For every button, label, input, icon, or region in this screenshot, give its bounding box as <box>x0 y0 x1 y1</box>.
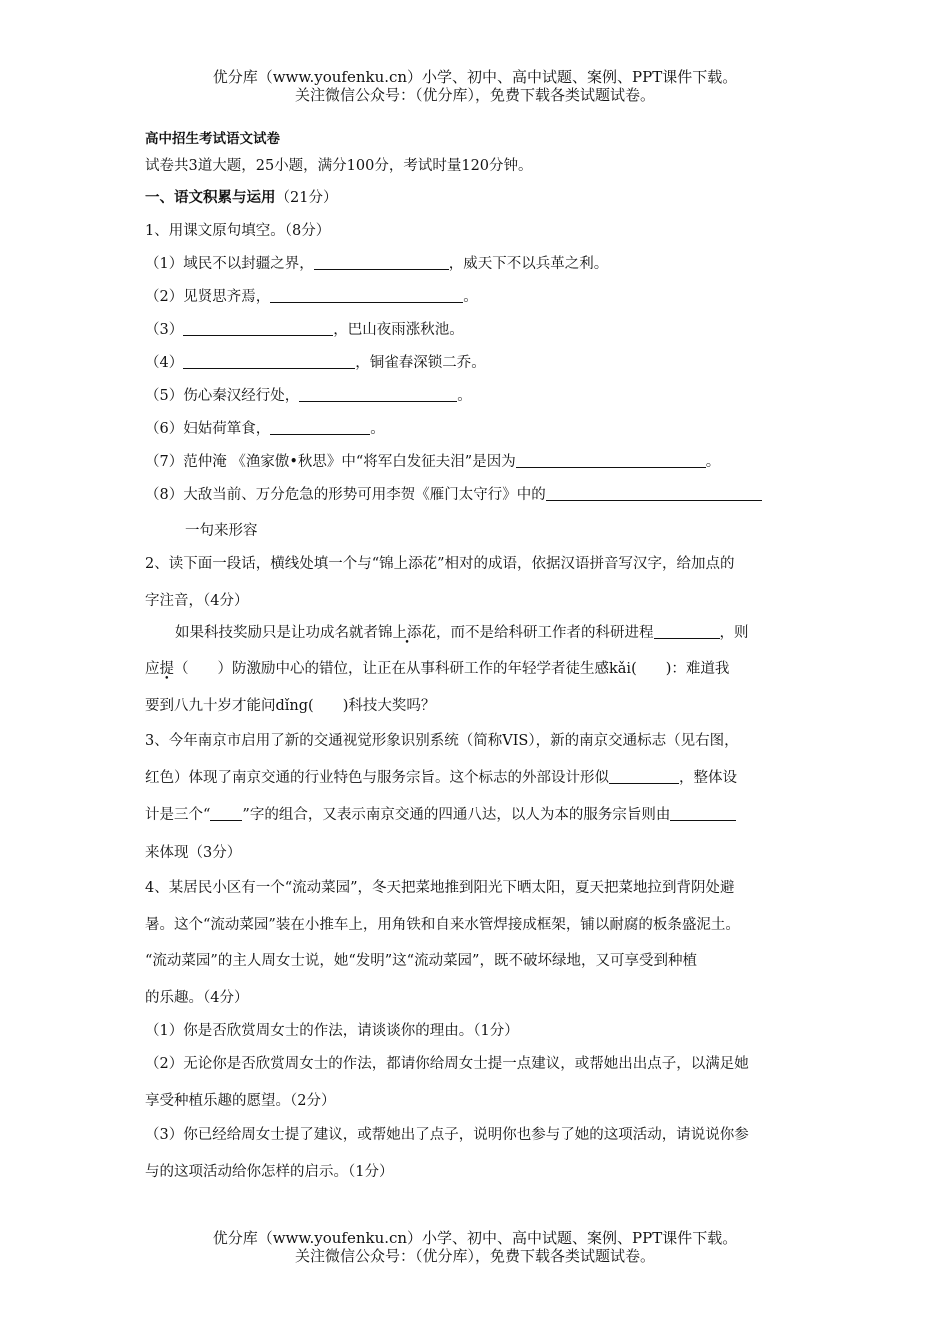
q1-item-6 <box>145 417 385 438</box>
footer-line-1: 优分库（www.youfenku.cn）小学、初中、高中试题、案例、PPT课件下载。 <box>212 1229 738 1247</box>
page-header <box>0 68 950 104</box>
q1-item-6-text: （6）妇姑荷箪食， <box>145 421 271 437</box>
footer-line-2: 关注微信公众号：（优分库），免费下载各类试题试卷。 <box>294 1247 655 1265</box>
q1-item-3 <box>145 318 464 339</box>
answer-blank[interactable] <box>183 321 333 336</box>
q3-text: 计是三个“ <box>145 807 211 823</box>
q1-item-4-tail: ，铜雀春深锁二乔。 <box>355 355 486 371</box>
q1-item-2-tail: 。 <box>463 289 478 305</box>
answer-blank[interactable] <box>546 486 762 501</box>
q1-stem: 1、用课文原句填空。（8分） <box>145 223 331 239</box>
q1-item-5-text: （5）伤心秦汉经行处， <box>145 388 300 404</box>
answer-blank[interactable] <box>299 387 457 402</box>
q1-item-8-text: （8）大敌当前、万分危急的形势可用李贺《雁门太守行》中的 <box>145 487 546 503</box>
answer-blank[interactable] <box>516 453 706 468</box>
header-line-2: 关注微信公众号：（优分库），免费下载各类试题试卷。 <box>294 86 655 104</box>
q4-sub-1: （1）你是否欣赏周女士的作法，请谈谈你的理由。（1分） <box>145 1023 519 1039</box>
q1-item-5-tail: 。 <box>457 388 472 404</box>
answer-blank[interactable] <box>670 806 736 821</box>
q2-stem-line-2: 字注音，（4分） <box>145 593 249 609</box>
answer-blank[interactable] <box>314 255 449 270</box>
section-1-score: （21分） <box>275 190 338 206</box>
q1-item-7-tail: 。 <box>705 454 721 470</box>
q1-item-1 <box>145 252 608 273</box>
q1-item-2 <box>145 285 478 306</box>
answer-blank[interactable] <box>270 420 370 435</box>
exam-title: 高中招生考试语文试卷 <box>145 131 280 147</box>
q2-passage-text: ，则 <box>719 625 749 641</box>
q1-item-5 <box>145 384 472 405</box>
q4-sub-3-line-1: （3）你已经给周女士提了建议，或帮她出了点子，说明你也参与了她的这项活动，请说说你参 <box>145 1127 749 1143</box>
q1-item-1-tail: ，威天下不以兵革之利。 <box>448 256 609 272</box>
q1-item-8-continuation: 一句来形容 <box>185 523 258 539</box>
q3-text: 红色）体现了南京交通的行业特色与服务宗旨。这个标志的外部设计形似 <box>145 770 609 786</box>
q3-text: ”字的组合，又表示南京交通的四通八达，以人为本的服务宗旨则由 <box>242 807 671 823</box>
answer-blank[interactable] <box>210 806 242 821</box>
q3-line-1: 3、今年南京市启用了新的交通视觉形象识别系统（简称VIS），新的南京交通标志（见右图， <box>145 733 739 749</box>
q3-line-2 <box>145 766 737 787</box>
q1-item-4 <box>145 351 486 372</box>
q1-item-3-text: （3） <box>145 322 184 338</box>
answer-blank[interactable] <box>609 769 679 784</box>
q4-line-4: 的乐趣。（4分） <box>145 990 249 1006</box>
q2-dotted-char: 提 <box>159 661 174 677</box>
q4-sub-2-line-1: （2）无论你是否欣赏周女士的作法，都请你给周女士提一点建议，或帮她出出点子，以满足她 <box>145 1056 749 1072</box>
q1-item-3-tail: ，巴山夜雨涨秋池。 <box>333 322 464 338</box>
answer-blank[interactable] <box>270 288 463 303</box>
q2-passage-line-1 <box>175 621 749 642</box>
q2-passage-line-3: 要到八九十岁才能问dǐng( )科技大奖吗？ <box>145 698 436 714</box>
q2-passage-line-2 <box>145 657 729 678</box>
answer-blank[interactable] <box>183 354 355 369</box>
q1-item-2-text: （2）见贤思齐焉， <box>145 289 271 305</box>
q4-line-3: “流动菜园”的主人周女士说，她“发明”这“流动菜园”，既不破坏绿地，又可享受到种植 <box>145 953 697 969</box>
q2-stem-line-1: 2、读下面一段话，横线处填一个与“锦上添花”相对的成语，依据汉语拼音写汉字，给加点的 <box>145 556 735 572</box>
q1-item-7 <box>145 450 720 471</box>
q3-line-3 <box>145 803 736 824</box>
q3-line-4: 来体现（3分） <box>145 845 242 861</box>
section-1-heading <box>145 186 337 207</box>
exam-intro: 试卷共3道大题，25小题，满分100分，考试时量120分钟。 <box>145 158 533 174</box>
q4-sub-2-line-2: 享受种植乐趣的愿望。（2分） <box>145 1093 336 1109</box>
q4-line-1: 4、某居民小区有一个“流动菜园”，冬天把菜地推到阳光下晒太阳，夏天把菜地拉到背阴处避 <box>145 880 735 896</box>
q2-passage-text: 应 <box>145 661 160 677</box>
q1-item-1-text: （1）域民不以封疆之界， <box>145 256 314 272</box>
section-1-title: 一、语文积累与运用 <box>145 189 276 206</box>
q2-passage-text: ，而不是给科研工作者的科研进程 <box>436 625 654 641</box>
q2-passage-text: 如果科技奖励只是让功成名就者 <box>175 625 378 641</box>
q1-item-8 <box>145 483 762 504</box>
q1-item-4-text: （4） <box>145 355 184 371</box>
q2-passage-text: （ ）防激励中心的错位，让正在从事科研工作的年轻学者徒生感kǎi( )：难道我 <box>174 661 730 677</box>
q1-item-6-tail: 。 <box>370 421 385 437</box>
page-footer <box>0 1229 950 1265</box>
answer-blank[interactable] <box>654 624 720 639</box>
q4-sub-3-line-2: 与的这项活动给你怎样的启示。（1分） <box>145 1164 394 1180</box>
q4-line-2: 暑。这个“流动菜园”装在小推车上，用角铁和自来水管焊接成框架，铺以耐腐的板条盛泥土。 <box>145 917 740 933</box>
header-line-1: 优分库（www.youfenku.cn）小学、初中、高中试题、案例、PPT课件下载。 <box>212 68 738 86</box>
q1-item-7-text: （7）范仲淹 《渔家傲•秋思》中“将军白发征夫泪”是因为 <box>145 454 516 470</box>
q3-text: ，整体设 <box>679 770 737 786</box>
q2-dotted-phrase: 锦上添花 <box>378 625 436 641</box>
